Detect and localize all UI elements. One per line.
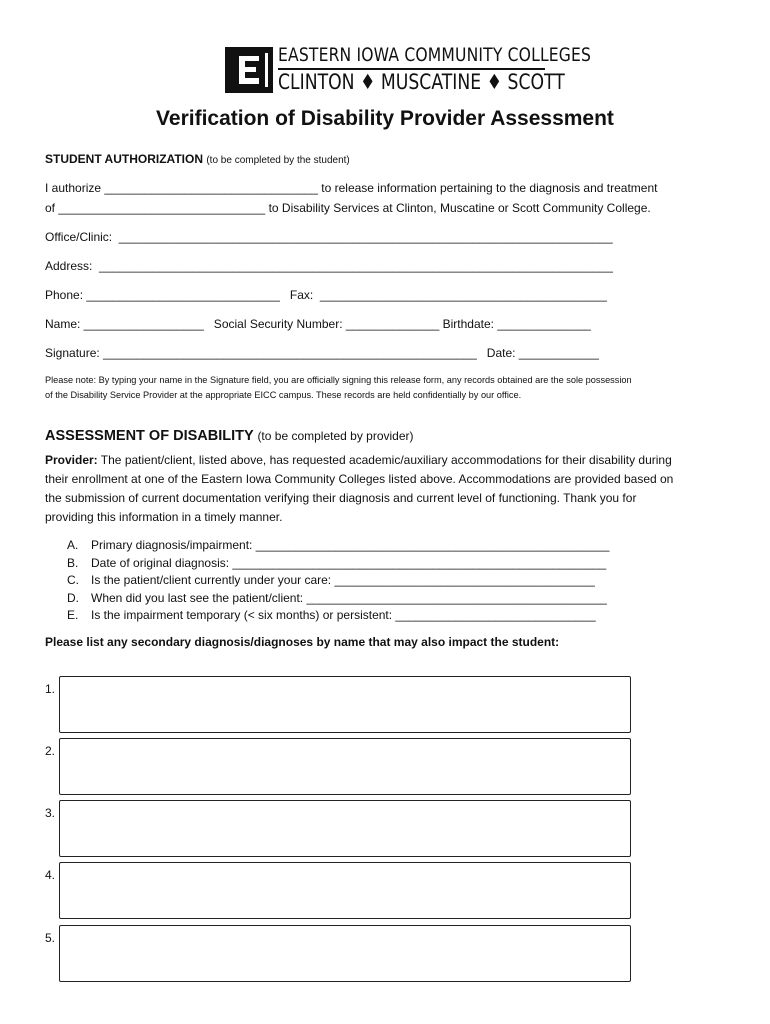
signature-note-line-2: of the Disability Service Provider at the appropriate EICC campus. These records are held confidentially by our office. xyxy=(45,390,522,400)
office-clinic-field[interactable]: Office/Clinic: __________________________________________________________________________ xyxy=(45,230,613,244)
provider-paragraph-line-3: the submission of current documentation verifying their diagnosis and current level of functioning. Thank you for xyxy=(45,491,637,505)
provider-label: Provider: xyxy=(45,453,98,467)
assessment-item-c[interactable] xyxy=(67,573,595,587)
assessment-item-d[interactable] xyxy=(67,591,607,605)
provider-paragraph-line-2: their enrollment at one of the Eastern Iowa Community Colleges listed above. Accommodations are provided based on xyxy=(45,472,674,486)
provider-paragraph-text-1: The patient/client, listed above, has requested academic/auxiliary accommodations for their disability during xyxy=(97,453,672,467)
assessment-heading-row xyxy=(45,428,414,444)
secondary-diagnosis-field-5[interactable] xyxy=(59,925,631,982)
provider-paragraph-line-4: providing this information in a timely manner. xyxy=(45,510,283,524)
college-logo-icon xyxy=(225,47,273,93)
box-label-2: 2. xyxy=(45,744,56,758)
student-authorization-note: (to be completed by the student) xyxy=(206,155,350,166)
page-title: Verification of Disability Provider Assessment xyxy=(156,107,614,130)
provider-paragraph-line-1 xyxy=(45,453,725,467)
item-text: Is the impairment temporary (< six months) or persistent: ______________________________ xyxy=(91,608,596,622)
signature-note-line-1: Please note: By typing your name in the Signature field, you are officially signing this release form, any records obtained are the sole possession xyxy=(45,375,632,385)
box-label-5: 5. xyxy=(45,931,56,945)
assessment-heading: ASSESSMENT OF DISABILITY xyxy=(45,428,254,444)
logo-college-name: EASTERN IOWA COMMUNITY COLLEGES xyxy=(278,44,592,66)
authorize-line-2[interactable]: of _______________________________ to Disability Services at Clinton, Muscatine or Scott Community College. xyxy=(45,201,651,215)
phone-fax-field[interactable]: Phone: _____________________________ Fax: ___________________________________________ xyxy=(45,288,607,302)
assessment-item-e[interactable] xyxy=(67,608,596,622)
assessment-item-b[interactable] xyxy=(67,556,606,570)
name-ssn-birthdate-field[interactable]: Name: __________________ Social Security Number: ______________ Birthdate: ______________ xyxy=(45,317,591,331)
student-authorization-heading-row xyxy=(45,152,350,166)
authorize-line-1[interactable]: I authorize ________________________________ to release information pertaining to the diagnosis and treatment xyxy=(45,181,658,195)
item-text: When did you last see the patient/client: _____________________________________________ xyxy=(91,591,607,605)
box-label-3: 3. xyxy=(45,806,56,820)
item-text: Primary diagnosis/impairment: _____________________________________________________ xyxy=(91,538,610,552)
box-label-1: 1. xyxy=(45,682,56,696)
item-letter: D. xyxy=(67,591,79,605)
item-letter: C. xyxy=(67,573,79,587)
secondary-diagnosis-prompt: Please list any secondary diagnosis/diagnoses by name that may also impact the student: xyxy=(45,635,560,649)
student-authorization-heading: STUDENT AUTHORIZATION xyxy=(45,152,203,166)
box-label-4: 4. xyxy=(45,868,56,882)
item-letter: A. xyxy=(67,538,79,552)
secondary-diagnosis-field-2[interactable] xyxy=(59,738,631,795)
assessment-item-a[interactable] xyxy=(67,538,609,552)
secondary-diagnosis-field-4[interactable] xyxy=(59,862,631,919)
secondary-diagnosis-field-3[interactable] xyxy=(59,800,631,857)
item-text: Date of original diagnosis: ________________________________________________________ xyxy=(91,556,607,570)
address-field[interactable]: Address: _____________________________________________________________________________ xyxy=(45,259,613,273)
item-text: Is the patient/client currently under your care: _______________________________________ xyxy=(91,573,595,587)
assessment-heading-note: (to be completed by provider) xyxy=(257,429,414,443)
logo-campuses: CLINTON ♦ MUSCATINE ♦ SCOTT xyxy=(278,70,565,94)
signature-date-field[interactable]: Signature: ________________________________________________________ Date: ____________ xyxy=(45,346,599,360)
item-letter: B. xyxy=(67,556,79,570)
item-letter: E. xyxy=(67,608,79,622)
secondary-diagnosis-field-1[interactable] xyxy=(59,676,631,733)
